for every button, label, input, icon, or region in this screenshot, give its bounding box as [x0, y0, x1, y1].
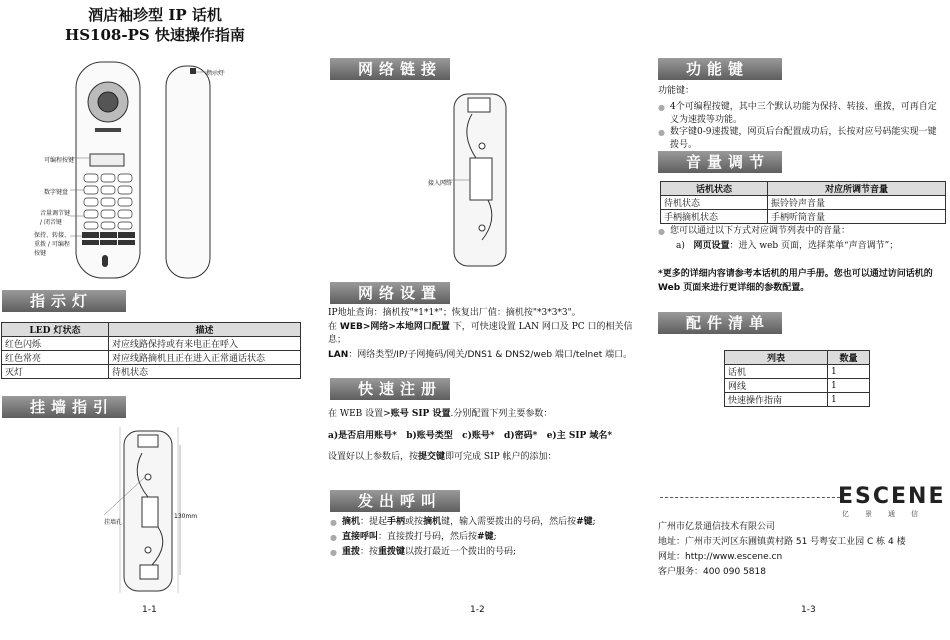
reg3-c: 即可完成 SIP 帐户的添加： [445, 452, 557, 462]
table-row [725, 365, 870, 379]
page-number: 1-1 [142, 605, 157, 615]
call-item-redial [342, 546, 516, 559]
package-qty: 1 [828, 393, 870, 407]
company-website: 网址：http://www.escene.cn [658, 552, 783, 562]
volume-table [660, 181, 946, 224]
ip-query-line: IP地址查询：摘机按"*1*1*"；恢复出厂值：摘机按"*3*3*3"。 [328, 308, 581, 318]
package-heading: 配件清单 [658, 312, 782, 334]
call-item-offhook [342, 516, 596, 529]
reg-text-a: 在 WEB 设置> [328, 409, 391, 419]
company-address: 地址：广州市天河区东圃镇黄村路 51 号粤安工业园 C 栋 4 楼 [658, 537, 906, 547]
more-info-line-1: *更多的详细内容请参考本话机的用户手册。您也可以通过访问话机的 [658, 269, 933, 279]
sub-bold: 网页设置 [693, 241, 730, 251]
network-settings-heading: 网络设置 [330, 282, 450, 304]
led-state: 灭灯 [2, 365, 109, 379]
call-item-bold: 重拨 [342, 547, 361, 557]
package-qty: 1 [828, 365, 870, 379]
table-row [2, 365, 301, 379]
package-table [724, 350, 870, 407]
company-service: 客户服务：400 090 5818 [658, 567, 766, 577]
sub-a: a) [676, 241, 685, 251]
function-key-item: ● 4个可编程按键，其中三个默认功能为保持、转接、重拨，可再自定义为速拨等功能。 [670, 101, 944, 127]
indicator-table [1, 322, 301, 379]
call-item-bold: 手柄 [387, 517, 406, 527]
register-line-1 [328, 407, 552, 421]
table-row [725, 393, 870, 407]
indicator-col-led: LED 灯状态 [2, 323, 109, 337]
volume-heading: 音量调节 [658, 151, 782, 173]
package-col-qty: 数量 [828, 351, 870, 365]
volume-web-setting [676, 239, 898, 253]
led-state: 红色常亮 [2, 351, 109, 365]
call-item-bold: #键 [576, 517, 593, 527]
volume-col-state: 话机状态 [661, 182, 768, 196]
volume-bullet: ● 您可以通过以下方式对应调节列表中的音量： [670, 225, 850, 238]
call-item-text: ; [592, 517, 596, 527]
company-name: 广州市亿景通信技术有限公司 [658, 522, 776, 532]
led-state: 红色闪烁 [2, 337, 109, 351]
reg3-b: 提交键 [418, 452, 446, 462]
network-link-heading: 网络链接 [330, 58, 450, 80]
wall-hole-label: 挂墙孔 [104, 519, 123, 526]
title-line-1: 酒店袖珍型 IP 话机 [88, 6, 222, 24]
wall-dimension: 130mm [174, 513, 198, 520]
volume-state: 待机状态 [661, 196, 768, 210]
register-params [328, 429, 612, 443]
wall-heading: 挂墙指引 [2, 396, 126, 418]
call-item-bold: #键 [477, 532, 494, 542]
call-out-heading: 发出呼叫 [330, 490, 460, 512]
volume-state: 手柄摘机状态 [661, 210, 768, 224]
table-row [2, 351, 301, 365]
callout-numeric: 数字键盘 [44, 189, 69, 196]
dashed-divider [660, 497, 840, 498]
escene-logo: ESCENE [838, 484, 946, 509]
web-settings-line-end: 息； [328, 335, 347, 345]
package-qty: 1 [828, 379, 870, 393]
package-col-item: 列表 [725, 351, 828, 365]
callout-functions: 保持、转接、重拨 / 可编程按键 [34, 232, 71, 257]
escene-logo-cn [842, 509, 934, 519]
logo-char: 信 [911, 510, 934, 518]
web-path: WEB>网络>本地网口配置 [339, 322, 450, 332]
table-row [661, 196, 946, 210]
led-desc: 对应线路保持或有来电正在呼入 [109, 337, 301, 351]
param-item: d)密码* [504, 431, 538, 441]
led-desc: 对应线路摘机且正在进入正常通话状态 [109, 351, 301, 365]
more-info-line-2: Web 页面来进行更详细的参数配置。 [658, 283, 810, 293]
call-item-text: ：提起 [360, 517, 388, 527]
param-item: a)是否启用账号* [328, 431, 397, 441]
call-item-text: 以拨打最近一个拨出的号码; [405, 547, 517, 557]
function-keys-heading: 功能键 [658, 58, 782, 80]
callout-indicator: 指示灯 [206, 70, 225, 77]
indicator-heading: 指示灯 [2, 290, 126, 312]
led-desc: 待机状态 [109, 365, 301, 379]
logo-char: 亿 [842, 510, 865, 518]
call-item-direct [342, 531, 497, 544]
param-item: b)账号类型 [406, 431, 453, 441]
web-text-c: 下，可快速设置 LAN 网口及 PC 口的相关信 [452, 322, 633, 332]
volume-level: 手柄听筒音量 [768, 210, 946, 224]
function-keys-intro: 功能键： [658, 86, 695, 96]
callout-programmable: 可编程按键 [44, 157, 75, 164]
callout-volume: 音量调节键 / 闭音键 [40, 210, 71, 226]
reg3-a: 设置好以上参数后，按 [328, 452, 419, 462]
table-row [661, 210, 946, 224]
param-item: e)主 SIP 域名* [546, 431, 613, 441]
table-row [2, 337, 301, 351]
lan-line [328, 348, 632, 362]
quick-register-heading: 快速注册 [330, 378, 450, 400]
reg-path: 账号 SIP 设置 [390, 409, 451, 419]
web-text-a: 在 [328, 322, 338, 332]
page-number: 1-2 [470, 605, 485, 615]
sub-rest: ：进入 web 页面，选择菜单“声音调节”； [729, 241, 899, 251]
call-item-text: 键，输入需要拨出的号码，然后按 [441, 517, 577, 527]
call-item-bold: 重拨键 [378, 547, 406, 557]
package-item: 快速操作指南 [725, 393, 828, 407]
port-label: 接入网络 [428, 180, 453, 187]
web-settings-line [328, 320, 633, 334]
volume-level: 振铃铃声音量 [768, 196, 946, 210]
page-number: 1-3 [801, 605, 816, 615]
call-item-text: ; [493, 532, 497, 542]
logo-char: 通 [888, 510, 911, 518]
call-item-text: ：直接拨打号码，然后按 [378, 532, 478, 542]
reg-text-c: .分别配置下列主要参数： [450, 409, 553, 419]
lan-label: LAN [328, 350, 349, 360]
call-item-text: ：按 [360, 547, 379, 557]
logo-char: 景 [865, 510, 888, 518]
param-item: c)账号* [462, 431, 495, 441]
wall-diagram [90, 425, 200, 595]
volume-col-level: 对应所调节音量 [768, 182, 946, 196]
lan-desc: ：网络类型/IP/子网掩码/网关/DNS1 & DNS2/web 端口/telnet 端口。 [348, 350, 633, 360]
table-row [725, 379, 870, 393]
register-line-3 [328, 450, 557, 464]
function-key-item: ● 数字键0-9速拨键，网页后台配置成功后，长按对应号码能实现一键拨号。 [670, 126, 944, 152]
call-item-text: 或按 [405, 517, 424, 527]
indicator-col-desc: 描述 [109, 323, 301, 337]
package-item: 网线 [725, 379, 828, 393]
call-item-bold: 摘机 [423, 517, 442, 527]
title-line-2: HS108-PS 快速操作指南 [65, 26, 245, 44]
package-item: 话机 [725, 365, 828, 379]
call-item-bold: 摘机 [342, 517, 361, 527]
call-item-bold: 直接呼叫 [342, 532, 379, 542]
